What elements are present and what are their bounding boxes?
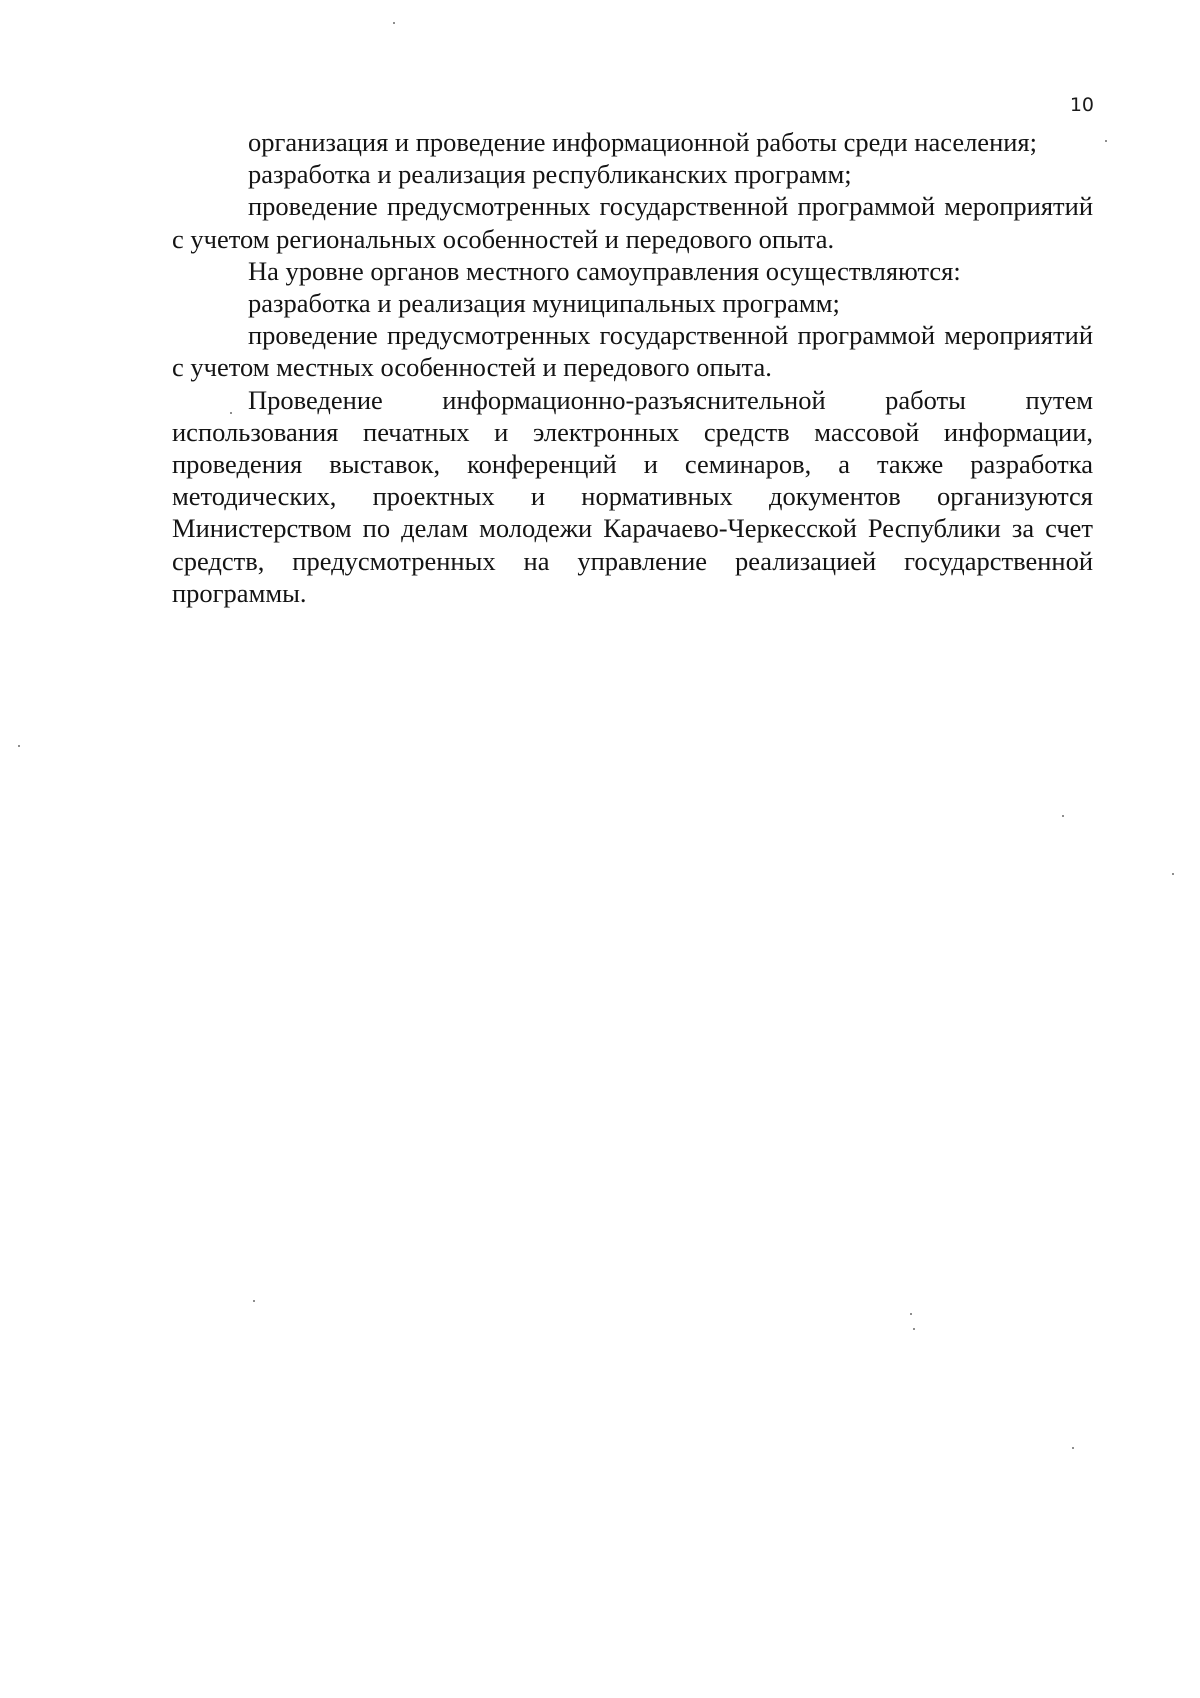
- paragraph-local-measures: проведение предусмотренных государственной программой мероприятий с учетом местных особенностей и передового опыта.: [172, 320, 1093, 383]
- paragraph-republic-programs: разработка и реализация республиканских программ;: [248, 159, 852, 190]
- scan-speck: [18, 745, 20, 747]
- paragraph-info-work: организация и проведение информационной работы среди населения;: [248, 127, 1037, 157]
- scan-speck: [393, 22, 395, 24]
- paragraph-municipal-programs: разработка и реализация муниципальных программ;: [248, 288, 840, 319]
- scan-speck: [1072, 1447, 1074, 1449]
- paragraph-regional-measures: проведение предусмотренных государственной программой мероприятий с учетом региональных особенностей и передового опыта.: [172, 191, 1093, 254]
- scan-speck: [253, 1300, 255, 1302]
- paragraph-information-campaign: Проведение информационно-разъяснительной работы путем использования печатных и электронных средств массовой информации, проведения выставок, конференций и семинаров, а также разработка методических, проектных и нормативных документов организуются Министерством по делам молодежи Карачаево-Черкесской Республики за счет средств, предусмотренных на управление реализацией государственной программы.: [172, 384, 1093, 608]
- scan-speck: [1105, 140, 1107, 142]
- scan-speck: [1062, 815, 1064, 817]
- scan-speck: [910, 1313, 912, 1315]
- paragraph-local-government-heading: На уровне органов местного самоуправления осуществляются:: [248, 255, 961, 286]
- page-number: 10: [1069, 94, 1094, 116]
- scan-speck: [1172, 873, 1174, 875]
- document-body: [172, 126, 1093, 609]
- scan-speck: [230, 412, 232, 414]
- scan-speck: [913, 1328, 915, 1330]
